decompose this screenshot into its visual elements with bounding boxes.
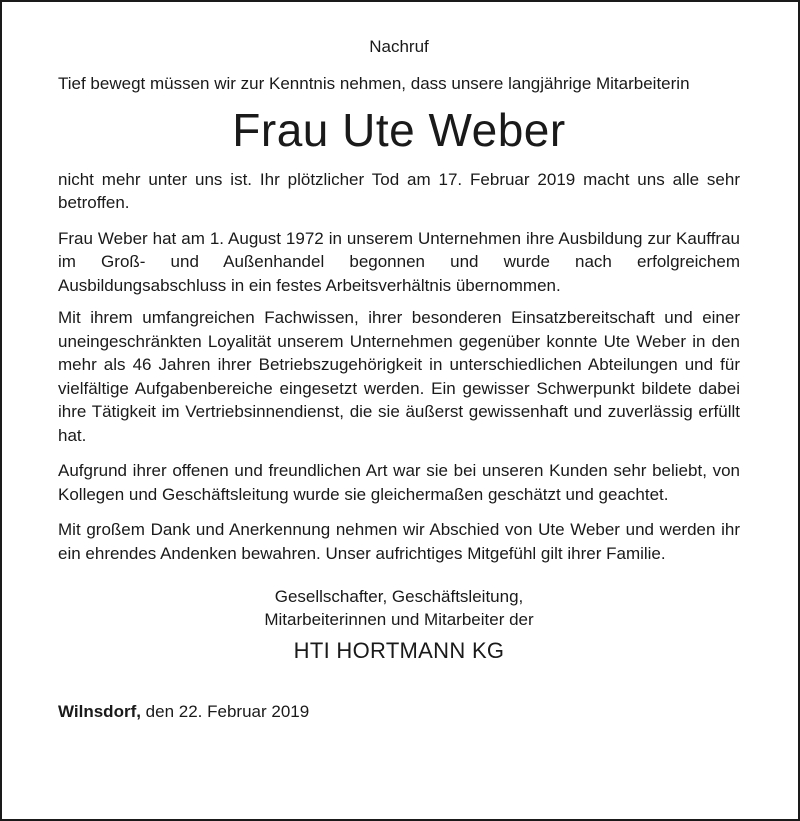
deceased-name: Frau Ute Weber [232,103,566,156]
intro-text: Tief bewegt müssen wir zur Kenntnis nehmen, dass unsere langjährige Mitarbeiterin [58,74,690,93]
signature-block [58,585,740,631]
paragraph-3: Mit ihrem umfangreichen Fachwissen, ihrer besonderen Einsatzbereitschaft und einer uneingeschränkten Loyalität unserem Unternehmen gegenüber konnte Ute Weber in den mehr als 46 Jahren ihrer Betriebszugehörigkeit in unterschiedlichen Abteilungen und für vielfältige Aufgabenbereiche eingesetzt werden. Ein gewisser Schwerpunkt bildete dabei ihre Tätigkeit im Vertriebsinnendienst, die sie äußerst gewissenhaft und zuverlässig erfüllt hat. [58,308,740,445]
paragraph-2: Frau Weber hat am 1. August 1972 in unserem Unternehmen ihre Ausbildung zur Kauffrau im Groß- und Außenhandel begonnen und wurde nach erfolgreichem Ausbildungsabschluss in ein festes Arbeitsverhältnis übernommen. [58,228,740,295]
signature-line-2: Mitarbeiterinnen und Mitarbeiter der [264,610,534,629]
obituary-notice [58,36,740,723]
company-name: HTI HORTMANN KG [293,638,505,663]
signature-line-1: Gesellschafter, Geschäftsleitung, [274,587,524,606]
paragraph-4: Aufgrund ihrer offenen und freundlichen Art war sie bei unseren Kunden sehr beliebt, von Kollegen und Geschäftsleitung wurde sie gleichermaßen geschätzt und geachtet. [58,461,740,504]
paragraph-5: Mit großem Dank und Anerkennung nehmen wir Abschied von Ute Weber und werden ihr ein ehrendes Andenken bewahren. Unser aufrichtiges Mitgefühl gilt ihrer Familie. [58,520,740,563]
notice-heading: Nachruf [369,37,429,56]
place-date-line [58,700,740,723]
place-name: Wilnsdorf, [58,702,141,721]
notice-date: den 22. Februar 2019 [140,702,310,721]
paragraph-1: nicht mehr unter uns ist. Ihr plötzlicher Tod am 17. Februar 2019 macht uns alle sehr betroffen. [58,169,740,212]
